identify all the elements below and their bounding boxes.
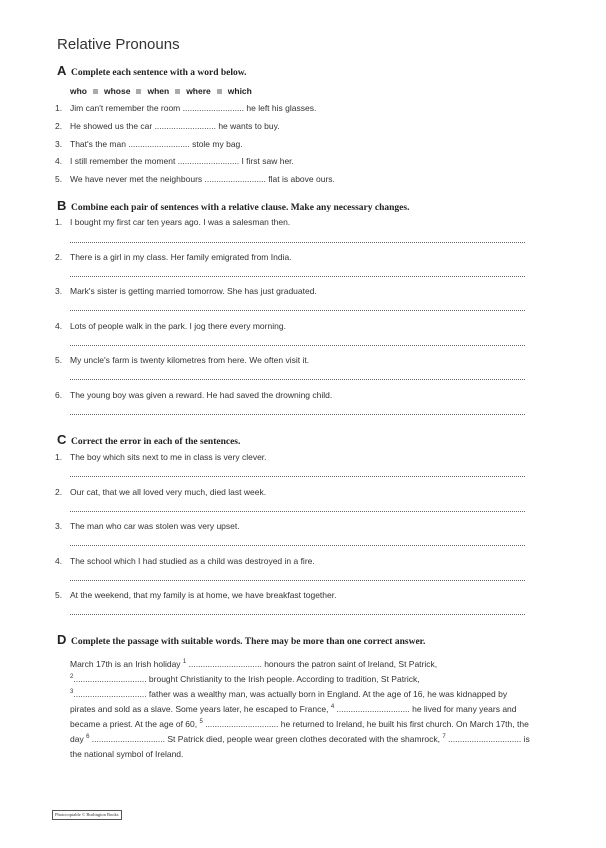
word-item: when — [147, 86, 170, 96]
section-instruction: Complete the passage with suitable words. There may be more than one correct answer. — [71, 637, 426, 647]
section-a-heading — [57, 63, 246, 78]
exercise-item: 1. Jim can't remember the room .......................... he left his glasses. — [55, 103, 317, 113]
section-letter: C — [57, 432, 67, 447]
section-instruction: Correct the error in each of the sentences. — [71, 437, 241, 447]
gap-number: 5 — [199, 719, 203, 726]
exercise-item: 6. The young boy was given a reward. He had saved the drowning child. — [55, 390, 333, 400]
word-item: who — [70, 86, 87, 96]
answer-line[interactable] — [70, 275, 525, 277]
exercise-item: 5. My uncle's farm is twenty kilometres from here. We often visit it. — [55, 355, 310, 365]
exercise-item: 5. At the weekend, that my family is at home, we have breakfast together. — [55, 590, 337, 600]
exercise-item: 4. The school which I had studied as a child was destroyed in a fire. — [55, 556, 315, 566]
exercise-item: 4. Lots of people walk in the park. I jog there every morning. — [55, 321, 286, 331]
section-d-heading — [57, 632, 425, 647]
page-title: Relative Pronouns — [57, 36, 180, 53]
gap-number: 3 — [70, 689, 74, 696]
section-letter: B — [57, 198, 67, 213]
answer-line[interactable] — [70, 613, 525, 615]
gap-number: 4 — [330, 704, 335, 711]
section-letter: A — [57, 63, 67, 78]
exercise-item: 3. Mark's sister is getting married tomorrow. She has just graduated. — [55, 286, 317, 296]
answer-line[interactable] — [70, 475, 525, 477]
answer-line[interactable] — [70, 344, 525, 346]
word-bank — [70, 86, 252, 96]
answer-line[interactable] — [70, 309, 525, 311]
answer-line[interactable] — [70, 579, 525, 581]
word-item: which — [227, 86, 252, 96]
word-item: where — [186, 86, 211, 96]
gap-number: 7 — [442, 734, 446, 741]
exercise-item: 3. The man who car was stolen was very upset. — [55, 521, 240, 531]
exercise-item: 5. We have never met the neighbours .......................... flat is above ours. — [55, 174, 335, 184]
section-instruction: Combine each pair of sentences with a relative clause. Make any necessary changes. — [71, 203, 410, 213]
square-bullet-icon — [93, 89, 98, 94]
exercise-item: 2. He showed us the car .......................... he wants to buy. — [55, 121, 280, 131]
cloze-passage: March 17th is an Irish holiday $^1$ ............................... honours the patron saint of Ireland, St Patrick, $^2$............................... brought Christianity to the Irish people. According to tradition, St Patrick, $^3$............................... father was a wealthy man, was actually born in England. At the age of 16, he was kidnapped by pirates and sold as a slave. Some years later, he escaped to France, $^4$ ............................... he lived for many years and became a priest. At the age of 60, $^5$ ............................... he returned to Ireland, he built his first church. On March 17th, the day $^6$ ............................... St Patrick died, people wear green clothes decorated with the shamrock, $^7$ ............................... is the national symbol of Ireland. — [70, 659, 530, 759]
answer-line[interactable] — [70, 378, 525, 380]
exercise-item: 2. Our cat, that we all loved very much, died last week. — [55, 487, 267, 497]
exercise-item: 3. That's the man .......................... stole my bag. — [55, 139, 243, 149]
copyright-footer: Photocopiable © Burlington Books — [52, 810, 122, 820]
exercise-item: 1. The boy which sits next to me in class is very clever. — [55, 452, 267, 462]
section-c-heading — [57, 432, 240, 447]
gap-number: 2 — [70, 674, 74, 681]
section-b-heading — [57, 198, 409, 213]
square-bullet-icon — [175, 89, 180, 94]
answer-line[interactable] — [70, 241, 525, 243]
gap-number: 6 — [86, 734, 90, 741]
section-instruction: Complete each sentence with a word below. — [71, 68, 247, 78]
answer-line[interactable] — [70, 413, 525, 415]
answer-line[interactable] — [70, 544, 525, 546]
square-bullet-icon — [136, 89, 141, 94]
word-item: whose — [104, 86, 131, 96]
exercise-item: 1. I bought my first car ten years ago. I was a salesman then. — [55, 217, 291, 227]
exercise-item: 4. I still remember the moment .......................... I first saw her. — [55, 156, 294, 166]
section-letter: D — [57, 632, 67, 647]
answer-line[interactable] — [70, 510, 525, 512]
exercise-item: 2. There is a girl in my class. Her family emigrated from India. — [55, 252, 292, 262]
gap-number: 1 — [182, 659, 187, 666]
square-bullet-icon — [217, 89, 222, 94]
